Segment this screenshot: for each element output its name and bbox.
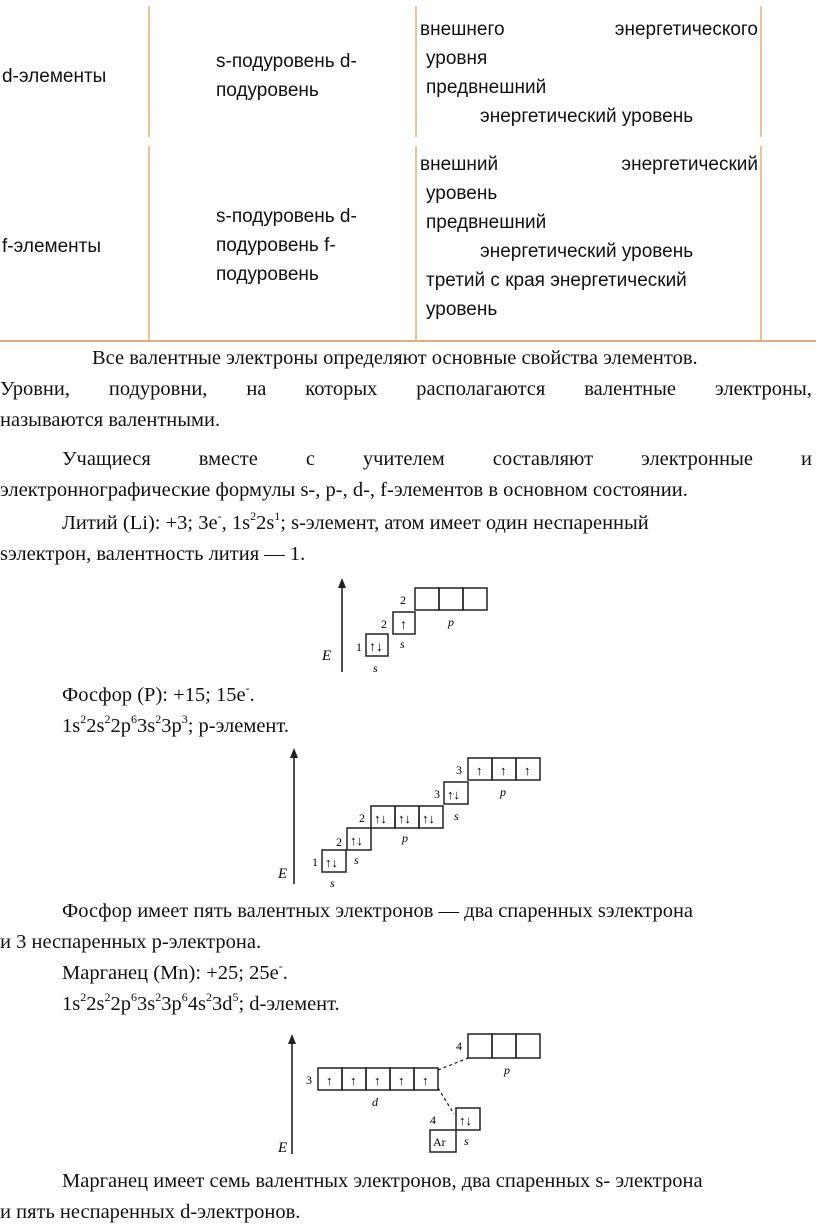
table-divider: [415, 146, 417, 340]
table-divider: [415, 6, 417, 137]
orbital-electrons: ↑: [524, 763, 531, 778]
level-number: 1: [356, 640, 362, 654]
lithium-orbital-diagram: [318, 574, 498, 678]
manganese-orbital-diagram: [272, 1028, 562, 1158]
orbital-electrons: ↑: [500, 763, 507, 778]
sublevel-label: p: [448, 615, 454, 629]
table-row-levels: внешнего энергетического уровня предвнешний энергетический уровень: [420, 19, 758, 127]
table-divider: [148, 6, 150, 137]
table-row-element: f-элементы: [2, 236, 102, 257]
level-number: 3: [306, 1073, 312, 1087]
table-row-element: d-элементы: [2, 66, 107, 87]
sublevel-label: s: [400, 637, 405, 651]
paragraph-phosphorus-summary: Фосфор имеет пять валентных электронов — два спаренных sэлектрона и 3 неспаренных p-электрона.: [0, 900, 694, 953]
table-divider: [148, 146, 150, 340]
sublevel-label: p: [500, 785, 506, 799]
orbital-electrons: ↑↓: [447, 787, 460, 802]
sublevel-table: [0, 0, 816, 342]
orbital-electrons: ↑↓: [374, 811, 387, 826]
justified-line: Уровни, подуровни, на которых располагаются валентные электроны,: [0, 378, 812, 400]
orbital-electrons: ↑↓: [350, 833, 363, 848]
energy-axis-label: E: [278, 1140, 288, 1156]
level-number: 2: [381, 617, 387, 631]
level-number: 2: [400, 593, 406, 607]
orbital-electrons: ↑↓: [325, 855, 338, 870]
level-number: 1: [312, 855, 318, 869]
orbital-electrons: ↑: [476, 763, 483, 778]
orbital-electrons: ↑↓: [369, 640, 383, 655]
level-number: 4: [456, 1039, 462, 1053]
table-divider: [760, 6, 762, 137]
sublevel-label: s: [373, 661, 378, 675]
orbital-electrons: ↑↓: [398, 811, 411, 826]
orbital-electrons: ↑↓: [459, 1113, 472, 1128]
orbital-electrons: ↑: [326, 1073, 333, 1088]
table-row-levels: внешний энергетический уровень предвнешний энергетический уровень третий с края энергетический уровень: [420, 154, 758, 320]
sublevel-label: p: [504, 1063, 510, 1077]
orbital-electrons: ↑: [398, 1073, 405, 1088]
paragraph-manganese: Марганец (Mn): +25; 25e-. $1s^22s^22p^63s^23p^64s^23d^5$; d-элемент.: [62, 959, 340, 1015]
sublevel-label: p: [402, 831, 408, 845]
orbital-electrons: ↑: [350, 1073, 357, 1088]
table-row-sublevels: s-подуровень d- подуровень: [216, 51, 357, 101]
level-number: 2: [336, 835, 342, 849]
paragraph-manganese-summary: Марганец имеет семь валентных электронов, два спаренных s- электрона и пять неспаренных d-электронов.: [0, 1170, 703, 1223]
sublevel-label: s: [354, 853, 359, 867]
paragraph-phosphorus: Фосфор (P): +15; 15e-. $1s^22s^22p^63s^23p^3$; p-элемент.: [62, 681, 289, 737]
table-bottom-border: [0, 340, 816, 342]
paragraph-lithium: Литий (Li): +3; 3e-, $1s^22s^1$; s-элемент, атом имеет один неспаренный sэлектрон, валентность лития — 1.: [0, 509, 649, 565]
sublevel-label: s: [464, 1134, 469, 1148]
noble-gas-core: Ar: [433, 1135, 446, 1149]
sublevel-label: s: [454, 809, 459, 823]
level-number: 2: [359, 811, 365, 825]
phosphorus-orbital-diagram: [272, 742, 562, 890]
table-divider: [760, 146, 762, 340]
orbital-electrons: ↑: [400, 618, 407, 633]
orbital-electrons: ↑↓: [422, 811, 435, 826]
energy-axis-label: E: [322, 648, 332, 664]
level-number: 3: [434, 787, 440, 801]
level-number: 4: [430, 1113, 436, 1127]
level-number: 3: [456, 763, 462, 777]
sublevel-label: d: [372, 1095, 378, 1109]
orbital-electrons: ↑: [422, 1073, 429, 1088]
paragraph-students: Учащиеся вместе с учителем составляют электронные и электроннографические формулы s-, p-, d-, f-элементов в основном состоянии.: [0, 448, 812, 501]
paragraph-valence: Все валентные электроны определяют основные свойства элементов. Уровни, подуровни, на которых располагаются валентные электроны, называются валентными.: [0, 347, 812, 431]
energy-axis-label: E: [278, 866, 288, 882]
sublevel-label: s: [330, 876, 335, 890]
table-row-sublevels: s-подуровень d- подуровень f- подуровень: [216, 206, 357, 285]
orbital-electrons: ↑: [374, 1073, 381, 1088]
